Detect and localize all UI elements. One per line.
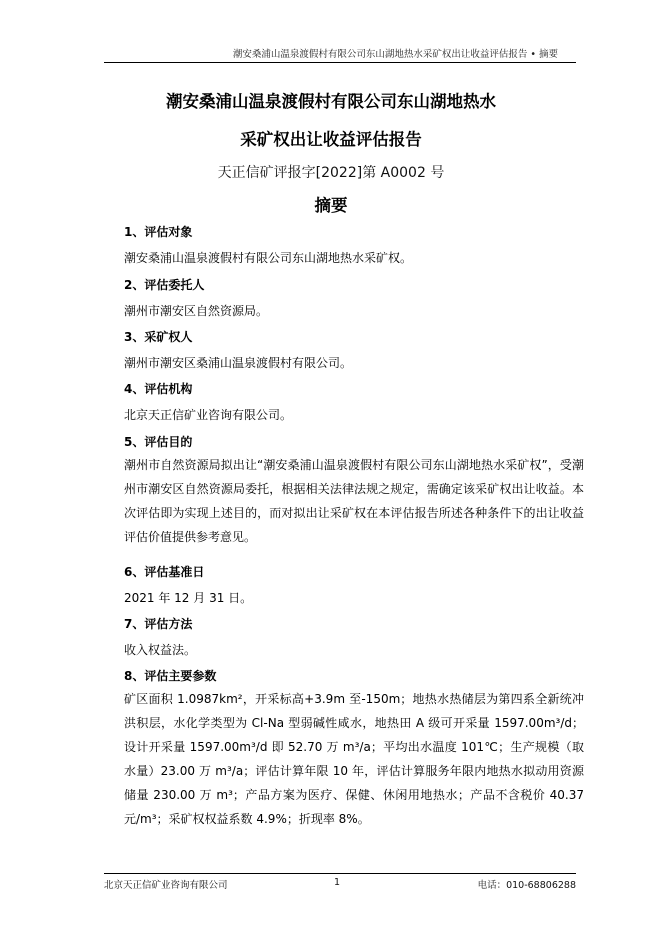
- abstract-heading: 摘要: [314, 196, 348, 215]
- section-heading: 2、评估委托人: [124, 278, 205, 292]
- section-heading: 6、评估基准日: [124, 565, 205, 579]
- section-body: 2021 年 12 月 31 日。: [124, 591, 253, 605]
- section-body: 北京天正信矿业咨询有限公司。: [124, 408, 293, 422]
- section-body: 潮州市潮安区自然资源局。: [124, 304, 269, 318]
- section-body: 潮安桑浦山温泉渡假村有限公司东山湖地热水采矿权。: [124, 251, 413, 265]
- section-heading: 8、评估主要参数: [124, 669, 217, 683]
- report-title-line1: 潮安桑浦山温泉渡假村有限公司东山湖地热水: [166, 92, 496, 111]
- running-header: 潮安桑浦山温泉渡假村有限公司东山湖地热水采矿权出让收益评估报告 • 摘要: [232, 49, 558, 60]
- header-divider: [104, 62, 576, 63]
- page-number: 1: [334, 877, 341, 888]
- footer-company: 北京天正信矿业咨询有限公司: [104, 880, 228, 891]
- footer-phone: 电话：010-68806288: [477, 880, 576, 891]
- report-title-line2: 采矿权出让收益评估报告: [240, 130, 422, 149]
- report-number: 天正信矿评报字[2022]第 A0002 号: [217, 165, 445, 181]
- section-body: 潮州市潮安区桑浦山温泉渡假村有限公司。: [124, 356, 353, 370]
- section-heading: 1、评估对象: [124, 225, 193, 239]
- section-body: 潮州市自然资源局拟出让“潮安桑浦山温泉渡假村有限公司东山湖地热水采矿权”，受潮州市潮安区自然资源局委托，根据相关法律法规之规定，需确定该采矿权出让收益。本次评估即为实现上述目的，而对拟出让采矿权在本评估报告所述各种条件下的出让收益评估价值提供参考意见。: [124, 458, 584, 544]
- section-heading: 3、采矿权人: [124, 330, 193, 344]
- footer-divider: [104, 873, 576, 874]
- section-heading: 5、评估目的: [124, 435, 193, 449]
- section-heading: 7、评估方法: [124, 617, 193, 631]
- section-body: 矿区面积 1.0987km²，开采标高+3.9m 至-150m；地热水热储层为第四系全新统冲洪积层，水化学类型为 Cl-Na 型弱碱性咸水，地热田 A 级可开采量 1597.00m³/d；设计开采量 1597.00m³/d 即 52.70 万 m³/a；平均出水温度 101℃；生产规模（取水量）23.00 万 m³/a；评估计算年限 10 年，评估计算服务年限内地热水拟动用资源储量 230.00 万 m³；产品方案为医疗、保健、休闲用地热水；产品不含税价 40.37 元/m³；采矿权权益系数 4.9%；折现率 8%。: [124, 692, 584, 826]
- section-heading: 4、评估机构: [124, 382, 193, 396]
- section-body: 收入权益法。: [124, 643, 197, 657]
